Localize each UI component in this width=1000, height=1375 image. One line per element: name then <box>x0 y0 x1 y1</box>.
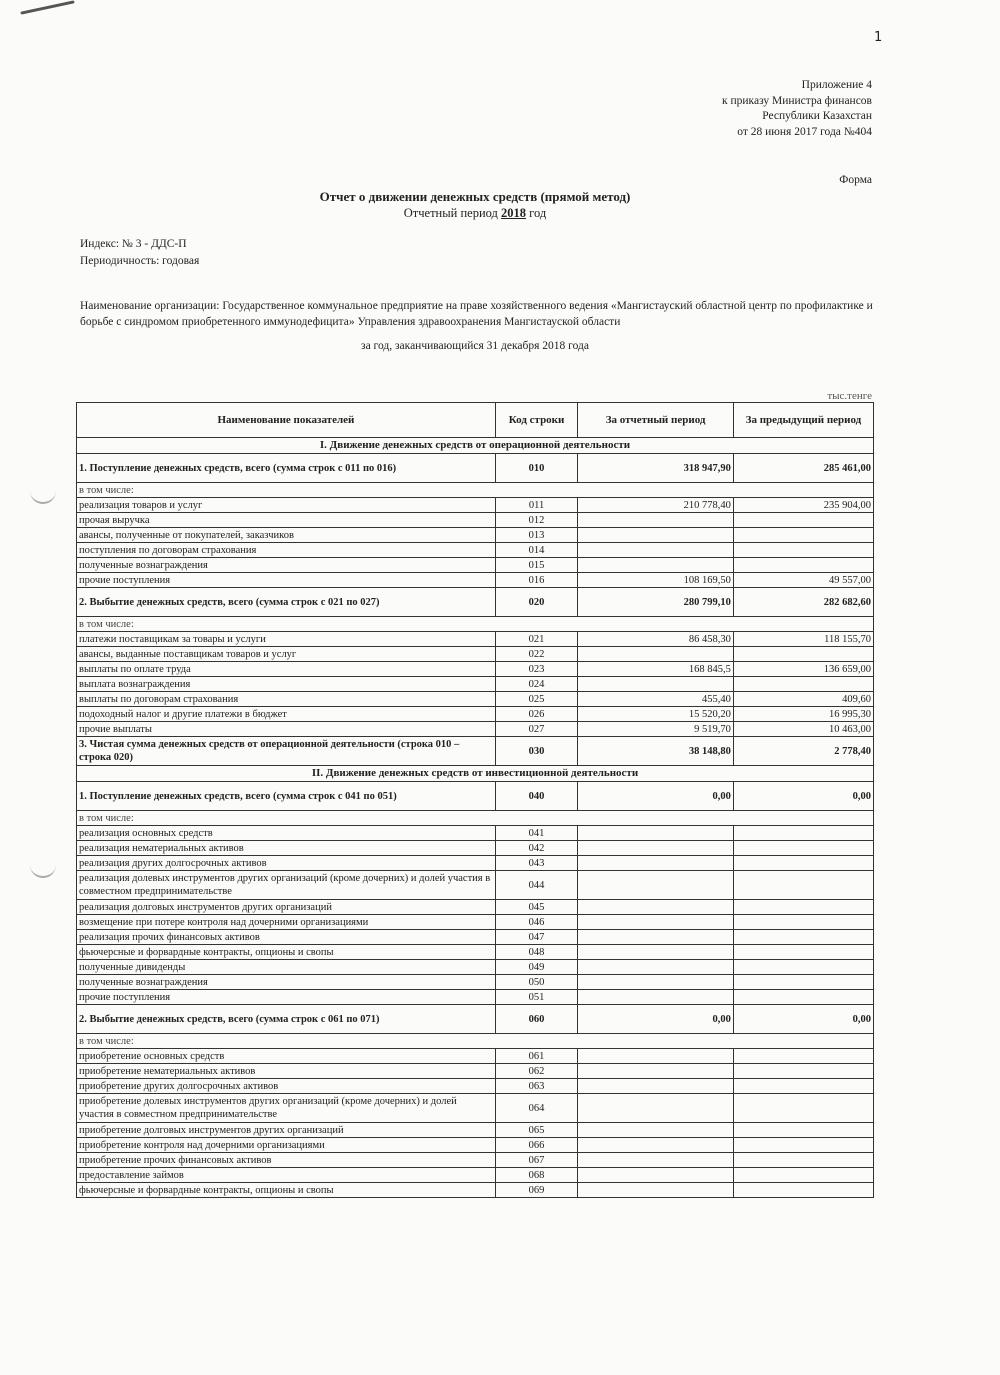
table-row <box>77 692 874 707</box>
row-name: приобретение других долгосрочных активов <box>77 1079 496 1094</box>
row-code: 011 <box>495 498 577 513</box>
table-row <box>77 1064 874 1079</box>
table-row <box>77 498 874 513</box>
table-row <box>77 1168 874 1183</box>
row-previous: 16 995,30 <box>733 707 873 722</box>
row-code: 060 <box>495 1005 577 1034</box>
table-row <box>77 826 874 841</box>
table-row <box>77 737 874 766</box>
header-code: Код строки <box>495 403 577 438</box>
row-previous <box>733 1168 873 1183</box>
row-name: реализация прочих финансовых активов <box>77 930 496 945</box>
appendix-line: к приказу Министра финансов <box>722 94 872 107</box>
table-row <box>77 1094 874 1123</box>
appendix-line: Республики Казахстан <box>762 110 872 122</box>
row-code: 010 <box>495 454 577 483</box>
row-current: 318 947,90 <box>578 454 734 483</box>
row-code: 041 <box>495 826 577 841</box>
row-previous: 10 463,00 <box>733 722 873 737</box>
row-previous <box>733 677 873 692</box>
row-current <box>578 841 734 856</box>
row-previous: 0,00 <box>733 1005 873 1034</box>
row-current <box>578 960 734 975</box>
row-current <box>578 945 734 960</box>
form-index: Индекс: № 3 - ДДС-П <box>80 238 187 250</box>
row-current <box>578 1153 734 1168</box>
in-that-label: в том числе: <box>77 811 874 826</box>
table-row <box>77 945 874 960</box>
table-row <box>77 930 874 945</box>
table-row <box>77 1138 874 1153</box>
row-previous <box>733 558 873 573</box>
row-previous <box>733 856 873 871</box>
table-row <box>77 707 874 722</box>
table-row <box>77 1049 874 1064</box>
period-suffix: год <box>526 206 547 220</box>
row-current: 210 778,40 <box>578 498 734 513</box>
row-code: 065 <box>495 1123 577 1138</box>
row-code: 042 <box>495 841 577 856</box>
row-current: 108 169,50 <box>578 573 734 588</box>
row-current <box>578 1168 734 1183</box>
row-name: 1. Поступление денежных средств, всего (сумма строк с 041 по 051) <box>77 782 496 811</box>
subheader-row <box>77 617 874 632</box>
row-name: поступления по договорам страхования <box>77 543 496 558</box>
row-name: возмещение при потере контроля над дочерними организациями <box>77 915 496 930</box>
row-code: 048 <box>495 945 577 960</box>
punch-hole-mark <box>30 488 56 504</box>
row-previous <box>733 1183 873 1198</box>
row-current: 9 519,70 <box>578 722 734 737</box>
organization-name: Наименование организации: Государственное коммунальное предприятие на праве хозяйственного ведения «Мангистауский областной центр по профилактике и борьбе с синдромом приобретенного иммунодефицита» Управления здравоохранения Мангистауской области <box>80 300 873 328</box>
table-row <box>77 1153 874 1168</box>
table-row <box>77 513 874 528</box>
row-previous <box>733 990 873 1005</box>
reporting-period <box>0 206 950 221</box>
form-meta <box>80 236 199 270</box>
row-current <box>578 930 734 945</box>
row-code: 040 <box>495 782 577 811</box>
row-previous <box>733 1049 873 1064</box>
header-current: За отчетный период <box>578 403 734 438</box>
row-code: 013 <box>495 528 577 543</box>
row-code: 043 <box>495 856 577 871</box>
fiscal-year-line: за год, заканчивающийся 31 декабря 2018 года <box>361 340 589 352</box>
row-name: полученные дивиденды <box>77 960 496 975</box>
scan-mark <box>20 0 74 14</box>
row-name: реализация нематериальных активов <box>77 841 496 856</box>
section-row <box>77 766 874 782</box>
table-row <box>77 454 874 483</box>
row-code: 021 <box>495 632 577 647</box>
row-current <box>578 1138 734 1153</box>
units-label: тыс.тенге <box>827 390 872 402</box>
row-current: 0,00 <box>578 1005 734 1034</box>
row-name: реализация товаров и услуг <box>77 498 496 513</box>
row-current: 86 458,30 <box>578 632 734 647</box>
row-current <box>578 677 734 692</box>
row-name: прочие поступления <box>77 573 496 588</box>
table-header-row <box>77 403 874 438</box>
row-current: 280 799,10 <box>578 588 734 617</box>
table-row <box>77 1005 874 1034</box>
row-previous <box>733 1123 873 1138</box>
row-name: авансы, полученные от покупателей, заказчиков <box>77 528 496 543</box>
row-previous <box>733 1079 873 1094</box>
table-row <box>77 588 874 617</box>
table-row <box>77 782 874 811</box>
row-code: 016 <box>495 573 577 588</box>
row-code: 049 <box>495 960 577 975</box>
table-row <box>77 632 874 647</box>
row-current <box>578 1094 734 1123</box>
row-current <box>578 990 734 1005</box>
row-previous <box>733 930 873 945</box>
row-code: 026 <box>495 707 577 722</box>
row-code: 024 <box>495 677 577 692</box>
table-row <box>77 722 874 737</box>
punch-hole-mark <box>30 862 56 878</box>
row-name: прочая выручка <box>77 513 496 528</box>
row-previous: 0,00 <box>733 782 873 811</box>
row-current <box>578 826 734 841</box>
row-name: платежи поставщикам за товары и услуги <box>77 632 496 647</box>
row-previous: 285 461,00 <box>733 454 873 483</box>
table-row <box>77 900 874 915</box>
row-previous <box>733 945 873 960</box>
row-current: 15 520,20 <box>578 707 734 722</box>
row-previous: 235 904,00 <box>733 498 873 513</box>
table-row <box>77 871 874 900</box>
row-code: 020 <box>495 588 577 617</box>
row-code: 063 <box>495 1079 577 1094</box>
row-code: 044 <box>495 871 577 900</box>
table-row <box>77 573 874 588</box>
row-current <box>578 1049 734 1064</box>
page-number: 1 <box>874 30 883 45</box>
section-title: II. Движение денежных средств от инвестиционной деятельности <box>77 766 874 782</box>
subheader-row <box>77 1034 874 1049</box>
row-code: 064 <box>495 1094 577 1123</box>
row-code: 061 <box>495 1049 577 1064</box>
row-current <box>578 1123 734 1138</box>
table-row <box>77 558 874 573</box>
table-row <box>77 677 874 692</box>
row-name: полученные вознаграждения <box>77 558 496 573</box>
table-row <box>77 975 874 990</box>
row-current <box>578 543 734 558</box>
row-previous <box>733 1138 873 1153</box>
row-name: реализация основных средств <box>77 826 496 841</box>
row-name: приобретение контроля над дочерними организациями <box>77 1138 496 1153</box>
table-row <box>77 1123 874 1138</box>
row-previous <box>733 960 873 975</box>
table-row <box>77 960 874 975</box>
row-name: приобретение долговых инструментов других организаций <box>77 1123 496 1138</box>
row-name: фьючерсные и форвардные контракты, опционы и свопы <box>77 1183 496 1198</box>
row-name: прочие поступления <box>77 990 496 1005</box>
row-previous <box>733 915 873 930</box>
row-name: фьючерсные и форвардные контракты, опционы и свопы <box>77 945 496 960</box>
row-name: авансы, выданные поставщикам товаров и услуг <box>77 647 496 662</box>
row-code: 067 <box>495 1153 577 1168</box>
table-row <box>77 528 874 543</box>
cash-flow-table <box>76 402 874 1198</box>
in-that-label: в том числе: <box>77 483 874 498</box>
row-code: 062 <box>495 1064 577 1079</box>
row-name: реализация долговых инструментов других организаций <box>77 900 496 915</box>
row-name: прочие выплаты <box>77 722 496 737</box>
row-previous <box>733 647 873 662</box>
row-previous <box>733 900 873 915</box>
row-previous <box>733 1064 873 1079</box>
row-current: 455,40 <box>578 692 734 707</box>
table-row <box>77 990 874 1005</box>
row-previous <box>733 528 873 543</box>
row-code: 022 <box>495 647 577 662</box>
row-previous <box>733 1094 873 1123</box>
row-name: реализация долевых инструментов других организаций (кроме дочерних) и долей участия в совместном предпринимательстве <box>77 871 496 900</box>
row-previous: 49 557,00 <box>733 573 873 588</box>
row-code: 030 <box>495 737 577 766</box>
section-row <box>77 438 874 454</box>
table-row <box>77 543 874 558</box>
row-code: 068 <box>495 1168 577 1183</box>
row-code: 015 <box>495 558 577 573</box>
row-name: 2. Выбытие денежных средств, всего (сумма строк с 021 по 027) <box>77 588 496 617</box>
section-title: I. Движение денежных средств от операционной деятельности <box>77 438 874 454</box>
header-previous: За предыдущий период <box>733 403 873 438</box>
appendix-reference <box>722 78 872 140</box>
row-previous <box>733 513 873 528</box>
row-current: 38 148,80 <box>578 737 734 766</box>
row-name: 1. Поступление денежных средств, всего (сумма строк с 011 по 016) <box>77 454 496 483</box>
form-periodicity: Периодичность: годовая <box>80 255 200 267</box>
row-name: приобретение долевых инструментов других организаций (кроме дочерних) и долей участия в совместном предпринимательстве <box>77 1094 496 1123</box>
row-name: 3. Чистая сумма денежных средств от операционной деятельности (строка 010 – строка 020) <box>77 737 496 766</box>
row-previous: 2 778,40 <box>733 737 873 766</box>
table-row <box>77 856 874 871</box>
row-previous: 136 659,00 <box>733 662 873 677</box>
subheader-row <box>77 811 874 826</box>
row-current <box>578 1079 734 1094</box>
row-previous <box>733 975 873 990</box>
row-current <box>578 1183 734 1198</box>
row-name: выплата вознаграждения <box>77 677 496 692</box>
row-current <box>578 558 734 573</box>
row-code: 025 <box>495 692 577 707</box>
row-previous <box>733 841 873 856</box>
row-code: 051 <box>495 990 577 1005</box>
row-previous: 118 155,70 <box>733 632 873 647</box>
row-previous <box>733 543 873 558</box>
in-that-label: в том числе: <box>77 617 874 632</box>
in-that-label: в том числе: <box>77 1034 874 1049</box>
table-row <box>77 841 874 856</box>
row-name: полученные вознаграждения <box>77 975 496 990</box>
row-code: 014 <box>495 543 577 558</box>
row-current <box>578 1064 734 1079</box>
row-current <box>578 900 734 915</box>
table-row <box>77 647 874 662</box>
subheader-row <box>77 483 874 498</box>
row-code: 066 <box>495 1138 577 1153</box>
row-code: 023 <box>495 662 577 677</box>
row-name: 2. Выбытие денежных средств, всего (сумма строк с 061 по 071) <box>77 1005 496 1034</box>
row-name: приобретение основных средств <box>77 1049 496 1064</box>
row-name: реализация других долгосрочных активов <box>77 856 496 871</box>
row-current <box>578 528 734 543</box>
row-current <box>578 856 734 871</box>
row-code: 012 <box>495 513 577 528</box>
row-name: предоставление займов <box>77 1168 496 1183</box>
row-name: приобретение нематериальных активов <box>77 1064 496 1079</box>
appendix-line: от 28 июня 2017 года №404 <box>737 125 872 138</box>
table-row <box>77 662 874 677</box>
document-title: Отчет о движении денежных средств (прямой метод) <box>319 189 631 204</box>
table-row <box>77 915 874 930</box>
row-previous <box>733 871 873 900</box>
row-previous: 282 682,60 <box>733 588 873 617</box>
row-code: 045 <box>495 900 577 915</box>
row-current <box>578 871 734 900</box>
row-current <box>578 975 734 990</box>
row-current <box>578 915 734 930</box>
form-label: Форма <box>839 174 872 186</box>
table-row <box>77 1183 874 1198</box>
row-name: приобретение прочих финансовых активов <box>77 1153 496 1168</box>
row-code: 027 <box>495 722 577 737</box>
row-name: выплаты по оплате труда <box>77 662 496 677</box>
period-prefix: Отчетный период <box>403 206 502 220</box>
header-name: Наименование показателей <box>77 403 496 438</box>
row-current: 168 845,5 <box>578 662 734 677</box>
row-code: 046 <box>495 915 577 930</box>
appendix-line: Приложение 4 <box>801 79 872 91</box>
row-current <box>578 647 734 662</box>
row-code: 050 <box>495 975 577 990</box>
row-name: подоходный налог и другие платежи в бюджет <box>77 707 496 722</box>
period-year: 2018 <box>501 206 527 220</box>
row-code: 069 <box>495 1183 577 1198</box>
row-previous <box>733 1153 873 1168</box>
row-name: выплаты по договорам страхования <box>77 692 496 707</box>
row-previous <box>733 826 873 841</box>
row-current: 0,00 <box>578 782 734 811</box>
row-previous: 409,60 <box>733 692 873 707</box>
row-code: 047 <box>495 930 577 945</box>
row-current <box>578 513 734 528</box>
table-row <box>77 1079 874 1094</box>
